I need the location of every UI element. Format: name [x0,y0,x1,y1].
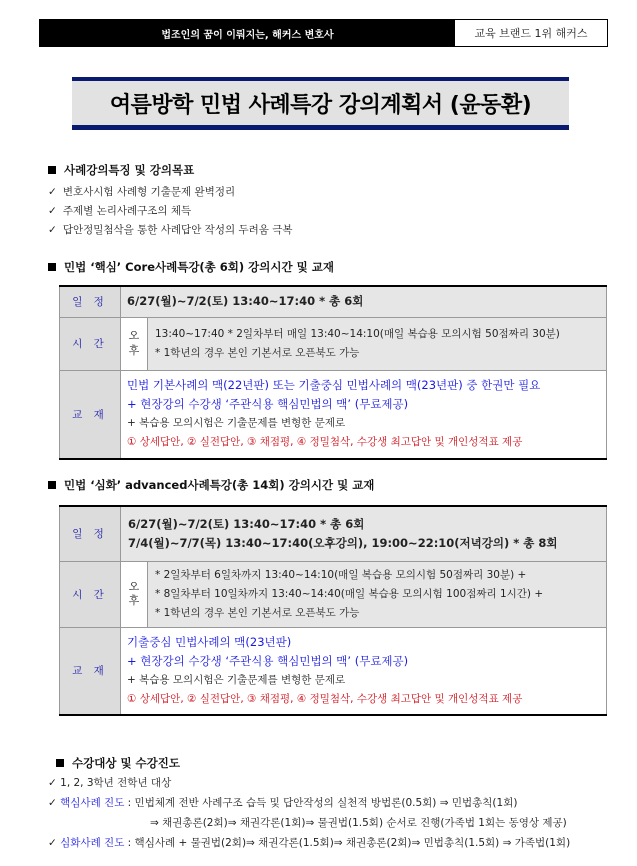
schedule-label: 일 정 [60,506,121,561]
header-slogan: 법조인의 꿈이 이뤄지는, 해커스 변호사 [40,20,455,46]
time-sub-label: 오 후 [121,317,148,370]
time-label: 시 간 [60,561,121,627]
section1-item: ✓ 답안정밀첨삭을 통한 사례답안 작성의 두려움 극복 [48,224,293,236]
book-label: 교 재 [60,370,121,459]
page-title: 여름방학 민법 사례특강 강의계획서 (윤동환) [72,77,569,130]
schedule-label: 일 정 [60,286,121,317]
check-icon: ✓ [48,224,57,236]
section1-item: ✓ 변호사시험 사례형 기출문제 완벽정리 [48,186,236,198]
core-progress-line: ✓ 핵심사례 진도 : 민법체계 전반 사례구조 습득 및 답안작성의 실천적 방법론(0.5회) ⇒ 민법총칙(1회) [48,797,518,809]
square-bullet-icon [56,759,64,767]
book-value: 민법 기본사례의 맥(22년판) 또는 기출중심 민법사례의 맥(23년판) 중 한권만 필요 + 현장강의 수강생 ‘주관식용 핵심민법의 맥’ (무료제공) + 복습용 모의시험은 기출문제를 변형한 문제로 ① 상세답안, ② 실전답안, ③ 채점평, ④ 정밀첨삭, 수강생 최고답안 및 개인성적표 제공 [121,370,607,459]
check-icon: ✓ [48,797,61,809]
section1-heading: 사례강의특징 및 강의목표 [48,162,194,178]
section2-table [59,285,607,460]
check-icon: ✓ [48,777,61,789]
square-bullet-icon [48,263,56,271]
section3-heading: 민법 ‘심화’ advanced사례특강(총 14회) 강의시간 및 교재 [48,477,374,493]
book-value: 기출중심 민법사례의 맥(23년판) + 현장강의 수강생 ‘주관식용 핵심민법의 맥’ (무료제공) + 복습용 모의시험은 기출문제를 변형한 문제로 ① 상세답안, ② 실전답안, ③ 채점평, ④ 정밀첨삭, 수강생 최고답안 및 개인성적표 제공 [121,627,607,715]
check-icon: ✓ [48,205,57,217]
time-label: 시 간 [60,317,121,370]
header-bar [39,19,608,47]
schedule-value: 6/27(월)~7/2(토) 13:40~17:40 * 총 6회 [121,286,607,317]
check-icon: ✓ [48,837,61,849]
time-value: 13:40~17:40 * 2일차부터 매일 13:40~14:10(매일 복습용 모의시험 50점짜리 30분) * 1학년의 경우 본인 기본서로 오픈북도 가능 [148,317,607,370]
section1-item: ✓ 주제별 논리사례구조의 체득 [48,205,192,217]
time-value: * 2일차부터 6일차까지 13:40~14:10(매일 복습용 모의시험 50점짜리 30분) + * 8일차부터 10일차까지 13:40~14:40(매일 복습용 모의시험 100점짜리 1시간) + * 1학년의 경우 본인 기본서로 오픈북도 가능 [148,561,607,627]
square-bullet-icon [48,166,56,174]
target-line: ✓ 1, 2, 3학년 전학년 대상 [48,777,172,789]
section2-heading: 민법 ‘핵심’ Core사례특강(총 6회) 강의시간 및 교재 [48,259,334,275]
time-sub-label: 오 후 [121,561,148,627]
section3-table [59,505,607,716]
header-brand: 교육 브랜드 1위 해커스 [474,27,588,40]
core-progress-line2: ⇒ 채권총론(2회)⇒ 채권각론(1회)⇒ 물권법(1.5회) 순서로 진행(가족법 1회는 동영상 제공) [150,817,567,829]
check-icon: ✓ [48,186,57,198]
advanced-progress-line: ✓ 심화사례 진도 : 핵심사례 + 물권법(2회)⇒ 채권각론(1.5회)⇒ 채권총론(2회)⇒ 민법총칙(1.5회) ⇒ 가족법(1회) [48,837,571,849]
book-label: 교 재 [60,627,121,715]
section4-heading: 수강대상 및 수강진도 [56,755,180,771]
schedule-value: 6/27(월)~7/2(토) 13:40~17:40 * 총 6회 7/4(월)~7/7(목) 13:40~17:40(오후강의), 19:00~22:10(저녁강의) * 총 8회 [121,506,607,561]
square-bullet-icon [48,481,56,489]
